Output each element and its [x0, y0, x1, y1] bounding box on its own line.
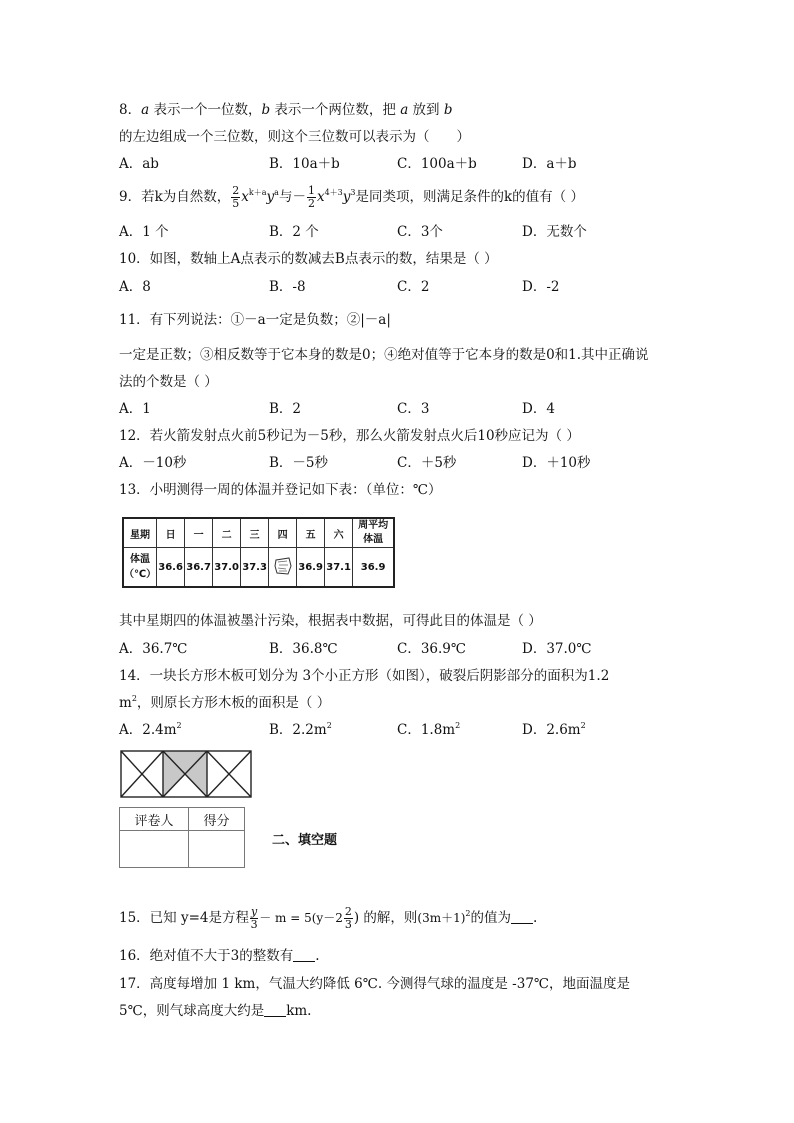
- q13-option-b: B．36.8℃: [269, 641, 338, 657]
- q13-after: 其中星期四的体温被墨汁污染，根据表中数据，可得此目的体温是（ ）: [119, 613, 542, 629]
- table-cell: 36.9: [353, 548, 395, 588]
- table-cell: 日: [157, 518, 185, 548]
- answer-blank[interactable]: [293, 949, 315, 962]
- table-cell: 37.0: [213, 548, 241, 588]
- q9-option-c: C．3个: [397, 224, 443, 240]
- table-cell: 五: [297, 518, 325, 548]
- table-cell: 二: [213, 518, 241, 548]
- table-cell: 四: [269, 518, 297, 548]
- q9-option-b: B．2 个: [269, 224, 319, 240]
- q11-line1: 11．有下列说法：①－a一定是负数；②|－a|: [119, 312, 391, 328]
- score-table: [119, 807, 245, 868]
- score-cell-grader: [120, 831, 189, 868]
- q14-option-d: D．$2.6m^2$: [522, 721, 586, 738]
- table-row: [123, 548, 394, 588]
- q15-fraction-1: $\frac{y}{3}$: [250, 905, 258, 931]
- q8-line1: 8．a 表示一个一位数，b 表示一个两位数，把 a 放到 b: [119, 102, 453, 118]
- temperature-table: [122, 517, 395, 588]
- q8-line2: 的左边组成一个三位数，则这个三位数可以表示为（ ）: [119, 129, 470, 145]
- q15-fraction-2: $\frac{2}{3}$: [344, 905, 352, 931]
- table-cell: 星期: [123, 518, 157, 548]
- ink-blot-icon: [273, 557, 293, 575]
- table-cell: 37.3: [241, 548, 269, 588]
- q10-option-b: B．-8: [269, 279, 306, 295]
- table-row: [123, 518, 394, 548]
- q12-option-c: C．＋5秒: [397, 455, 457, 471]
- table-cell: 周平均 体温: [353, 518, 395, 548]
- ink-blot-cell: [269, 548, 297, 588]
- table-cell: 六: [325, 518, 353, 548]
- q16-stem: 16．绝对值不大于3的整数有 .: [119, 948, 320, 964]
- table-cell: 36.6: [157, 548, 185, 588]
- q9-fraction-1: $\frac{2}{5}$: [232, 184, 240, 210]
- table-cell: 36.7: [185, 548, 213, 588]
- q12-option-d: D．＋10秒: [522, 455, 591, 471]
- q11-option-a: A．1: [119, 401, 151, 417]
- table-cell: 一: [185, 518, 213, 548]
- q8-option-b: B．10a＋b: [269, 156, 340, 172]
- q9-option-a: A．1 个: [119, 224, 169, 240]
- q14-option-a: A．$2.4m^2$: [119, 721, 182, 738]
- score-cell-score: [189, 831, 245, 868]
- q8-option-a: A．ab: [119, 156, 159, 172]
- board-diagram: [119, 749, 253, 799]
- q12-stem: 12．若火箭发射点火前5秒记为－5秒，那么火箭发射点火后10秒应记为（ ）: [119, 428, 580, 444]
- q17-line2: 5℃，则气球高度大约是 km.: [119, 1003, 312, 1019]
- section-title: 二、填空题: [272, 833, 338, 848]
- q10-stem: 10．如图，数轴上A点表示的数减去B点表示的数，结果是（ ）: [119, 251, 498, 267]
- score-header-score: 得分: [189, 808, 245, 831]
- table-cell: 36.9: [297, 548, 325, 588]
- q11-option-b: B．2: [269, 401, 302, 417]
- q9-option-d: D．无数个: [522, 224, 587, 240]
- q15-stem: 15．已知 y=4是方程 $\frac{y}{3}$ － m = 5(y－2 $\frac{2}{3}$ ) 的解，则$(3m+1)^2$的值为 .: [119, 905, 538, 931]
- q13-stem: 13．小明测得一周的体温并登记如下表：（单位：℃）: [119, 482, 442, 498]
- q14-option-b: B．$2.2m^2$: [269, 721, 332, 738]
- score-header-grader: 评卷人: [120, 808, 189, 831]
- q13-option-a: A．36.7℃: [119, 641, 188, 657]
- q12-option-b: B．－5秒: [269, 455, 329, 471]
- q10-option-c: C．2: [397, 279, 430, 295]
- q11-option-c: C．3: [397, 401, 430, 417]
- q17-line1: 17．高度每增加 1 km，气温大约降低 6℃. 今测得气球的温度是 -37℃，地面温度是: [119, 976, 631, 992]
- q8-option-c: C．100a＋b: [397, 156, 477, 172]
- q9-fraction-2: $\frac{1}{2}$: [307, 184, 315, 210]
- q8-option-d: D．a＋b: [522, 156, 577, 172]
- q10-option-d: D．-2: [522, 279, 560, 295]
- q13-option-d: D．37.0℃: [522, 641, 592, 657]
- q14-line2: $m^2$，则原长方形木板的面积是（ ）: [119, 694, 331, 711]
- q14-line1: 14．一块长方形木板可划分为 3个小正方形（如图），破裂后阴影部分的面积为1.2: [119, 668, 610, 684]
- answer-blank[interactable]: [264, 1004, 286, 1017]
- answer-blank[interactable]: [511, 911, 533, 924]
- table-cell: 37.1: [325, 548, 353, 588]
- q11-line3: 法的个数是（ ）: [119, 374, 218, 390]
- table-row: [120, 831, 245, 868]
- q11-option-d: D．4: [522, 401, 555, 417]
- q11-line2: 一定是正数；③相反数等于它本身的数是0；④绝对值等于它本身的数是0和1.其中正确说: [119, 347, 649, 363]
- q9-stem: 9．若k为自然数， $\frac{2}{5}$ $x^{k+a}y^a$与－ $\frac{1}{2}$ $x^{4+3}y^3$是同类项，则满足条件的k的值有（ ）: [119, 184, 584, 210]
- table-cell: 体温 （℃）: [123, 548, 157, 588]
- q13-option-c: C．36.9℃: [397, 641, 466, 657]
- table-cell: 三: [241, 518, 269, 548]
- q14-option-c: C．$1.8m^2$: [397, 721, 461, 738]
- q10-option-a: A．8: [119, 279, 151, 295]
- table-row: [120, 808, 245, 831]
- q12-option-a: A．－10秒: [119, 455, 187, 471]
